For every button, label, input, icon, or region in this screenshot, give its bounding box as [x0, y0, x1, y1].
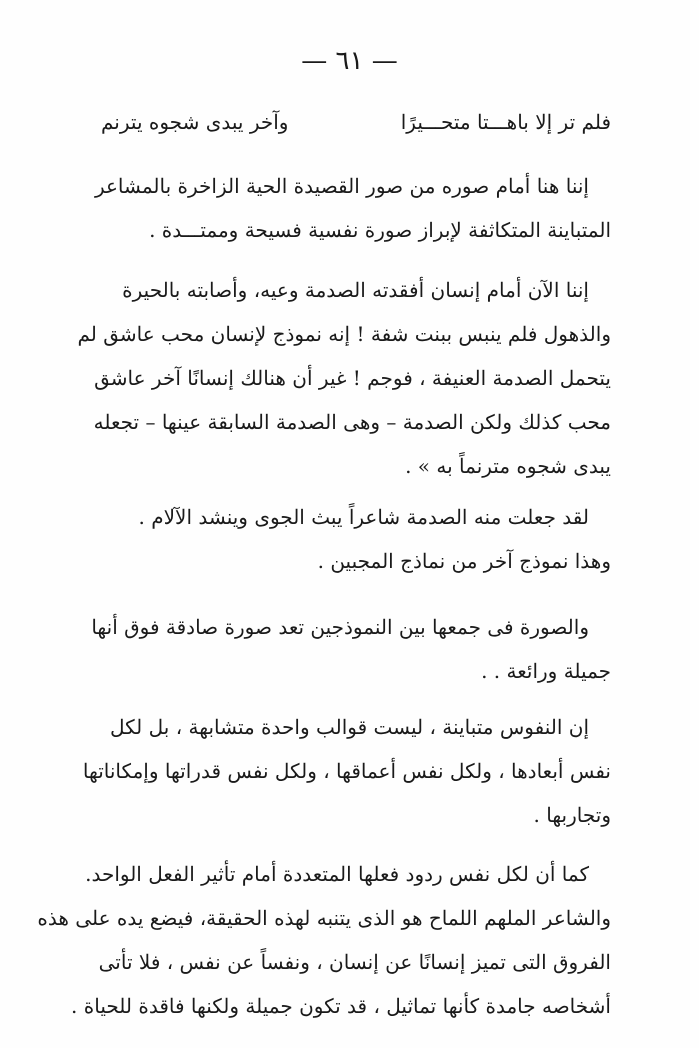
- paragraph-2: [77, 268, 611, 488]
- paragraph-line: يبدى شجوه مترنماً به » .: [405, 454, 611, 478]
- paragraph-6: [37, 852, 611, 1028]
- paragraph-line: كما أن لكل نفس ردود فعلها المتعددة أمام تأثير الفعل الواحد.: [85, 862, 589, 886]
- paragraph-3: [101, 495, 611, 583]
- paragraph-line: إننا الآن أمام إنسان أفقدته الصدمة وعيه، وأصابته بالحيرة: [122, 278, 589, 302]
- paragraph-line: أشخاصه جامدة كأنها تماثيل ، قد تكون جميلة ولكنها فاقدة للحياة .: [71, 994, 611, 1018]
- verse-second-hemistich: وآخر يبدى شجوه يترنم: [101, 110, 289, 134]
- paragraph-line: نفس أبعادها ، ولكل نفس أعماقها ، ولكل نفس قدراتها وإمكاناتها: [82, 759, 611, 783]
- page-number: — ٦١ —: [301, 46, 398, 76]
- paragraph-line: إن النفوس متباينة ، ليست قوالب واحدة متشابهة ، بل لكل: [109, 715, 589, 739]
- paragraph-5: [82, 705, 611, 837]
- verse-first-hemistich: فلم تر إلا باهـــتا متحـــيرًا: [400, 110, 611, 134]
- poem-verse: [101, 100, 611, 144]
- paragraph-line: الفروق التى تميز إنسانًا عن إنسان ، ونفساً عن نفس ، فلا تأتى: [98, 950, 611, 974]
- paragraph-1: [94, 164, 611, 252]
- paragraph-line: والصورة فى جمعها بين النموذجين تعد صورة صادقة فوق أنها: [91, 615, 589, 639]
- paragraph-line: والذهول فلم ينبس ببنت شفة ! إنه نموذج لإنسان محب عاشق لم: [77, 322, 611, 346]
- paragraph-line: يتحمل الصدمة العنيفة ، فوجم ! غير أن هنالك إنسانًا آخر عاشق: [94, 366, 611, 390]
- paragraph-line: والشاعر الملهم اللماح هو الذى يتنبه لهذه الحقيقة، فيضع يده على هذه: [37, 906, 611, 930]
- paragraph-line: لقد جعلت منه الصدمة شاعراً يبث الجوى وينشد الآلام .: [138, 505, 589, 529]
- paragraph-line: وتجاربها .: [533, 803, 611, 827]
- paragraph-line: إننا هنا أمام صوره من صور القصيدة الحية الزاخرة بالمشاعر: [94, 174, 589, 198]
- paragraph-line: المتباينة المتكاثفة لإبراز صورة نفسية فسيحة وممتـــدة .: [149, 218, 611, 242]
- paragraph-line: جميلة ورائعة . .: [481, 659, 611, 683]
- paragraph-4: [91, 605, 611, 693]
- paragraph-line: محب كذلك ولكن الصدمة – وهى الصدمة السابقة عينها – تجعله: [93, 410, 611, 434]
- paragraph-line: وهذا نموذج آخر من نماذج المجبين .: [317, 549, 611, 573]
